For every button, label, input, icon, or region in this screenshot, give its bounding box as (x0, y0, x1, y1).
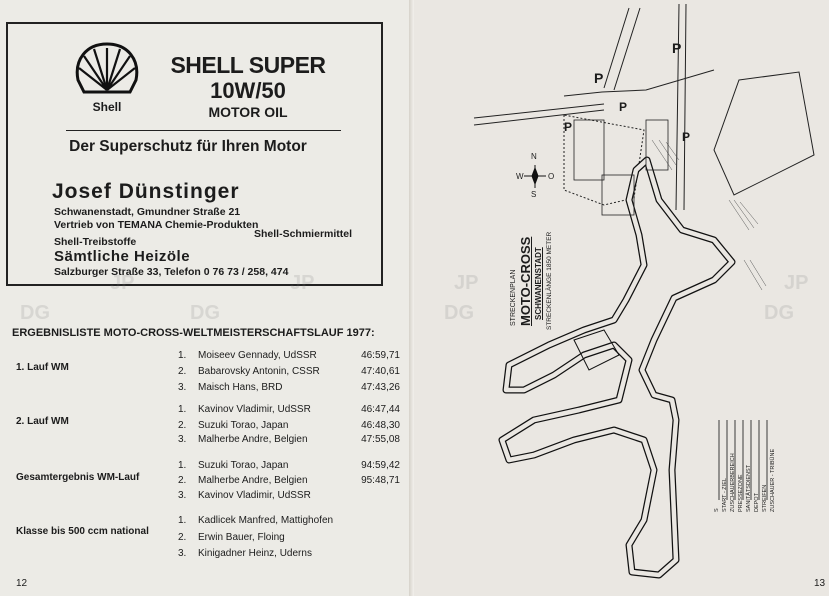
compass-w: W (516, 172, 524, 181)
time: 47:43,26 (361, 382, 400, 393)
result-row (178, 366, 400, 380)
legend-item: ZUSCHAUER - TRIBÜNE (770, 448, 776, 512)
place: 3. (178, 382, 187, 393)
plan-label: STRECKENPLAN (510, 269, 517, 326)
legend-item: START - ZIEL (722, 478, 728, 512)
left-page (0, 0, 414, 596)
rider: Kadlicek Manfred, Mattighofen (198, 515, 334, 526)
watermark: DG (444, 302, 474, 324)
place: 2. (178, 532, 187, 543)
product-line-2: 10W/50 (210, 78, 286, 103)
dealer-address-1: Schwanenstadt, Gmundner Straße 21 (54, 206, 241, 218)
ad-slogan: Der Superschutz für Ihren Motor (69, 138, 307, 155)
compass-o: O (548, 172, 555, 181)
dealer-address-2: Vertrieb von TEMANA Chemie-Produkten (54, 219, 259, 231)
product-line-1: SHELL SUPER (170, 52, 326, 78)
place: 2. (178, 420, 187, 431)
rider: Malherbe Andre, Belgien (198, 434, 308, 445)
race-track (502, 160, 732, 575)
legend-item: S (714, 508, 720, 512)
result-row (178, 515, 400, 529)
results-title: ERGEBNISLISTE MOTO-CROSS-WELTMEISTERSCHAFTSLAUF 1977: (12, 327, 375, 339)
parking-marker: P (682, 130, 691, 144)
compass-n: N (531, 152, 537, 161)
time: 46:59,71 (361, 350, 400, 361)
legend-item: DEPOT (754, 493, 760, 512)
result-row (178, 490, 400, 504)
result-row (178, 475, 400, 489)
rider: Babarovsky Antonin, CSSR (198, 366, 320, 377)
dealer-heating-oil: Sämtliche Heizöle (54, 248, 191, 265)
compass-s: S (531, 190, 537, 199)
watermark: DG (764, 302, 794, 324)
place: 3. (178, 434, 187, 445)
group-label: 1. Lauf WM (16, 362, 69, 373)
parking-marker: P (564, 120, 573, 134)
page-number-right: 13 (814, 578, 826, 589)
watermark: JP (454, 272, 479, 294)
rider: Kavinov Vladimir, UdSSR (198, 490, 311, 501)
watermark: JP (784, 272, 809, 294)
group-label: Klasse bis 500 ccm national (16, 526, 149, 537)
shell-advertisement (6, 22, 383, 286)
result-row (178, 548, 400, 562)
rider: Kinigadner Heinz, Uderns (198, 548, 312, 559)
dealer-address-3: Salzburger Straße 33, Telefon 0 76 73 / 258, 474 (54, 266, 289, 278)
dealer-name: Josef Dünstinger (52, 180, 240, 203)
result-row (178, 460, 400, 474)
result-row (178, 532, 400, 546)
parking-marker: P (594, 70, 604, 86)
time: 46:47,44 (361, 404, 400, 415)
compass-icon (524, 165, 546, 188)
result-row (178, 434, 400, 448)
place: 3. (178, 490, 187, 501)
watermark: DG (190, 302, 220, 324)
watermark: DG (20, 302, 50, 324)
ad-divider (66, 130, 341, 131)
right-page (414, 0, 829, 596)
time: 47:55,08 (361, 434, 400, 445)
place: 3. (178, 548, 187, 559)
place: 2. (178, 475, 187, 486)
group-label: Gesamtergebnis WM-Lauf (16, 472, 140, 483)
map-place: SCHWANENSTADT (534, 247, 543, 320)
place: 1. (178, 460, 187, 471)
shell-logo-icon (70, 40, 144, 98)
rider: Suzuki Torao, Japan (198, 460, 289, 471)
time: 95:48,71 (361, 475, 400, 486)
place: 2. (178, 366, 187, 377)
dealer-fuel: Shell-Treibstoffe (54, 236, 137, 248)
result-row (178, 420, 400, 434)
map-title: MOTO-CROSS (518, 236, 533, 326)
paddock-areas (574, 120, 668, 215)
parking-marker: P (672, 40, 682, 56)
place: 1. (178, 404, 187, 415)
legend-item: ZUSCHAUERBEREICH (730, 453, 736, 512)
parking-marker: P (619, 100, 628, 114)
road-lines (474, 4, 814, 210)
result-row (178, 350, 400, 364)
legend-item: PRESSEZONE (738, 474, 744, 512)
rider: Suzuki Torao, Japan (198, 420, 289, 431)
product-line-3: MOTOR OIL (208, 104, 288, 120)
shell-logo-text: Shell (92, 100, 122, 114)
time: 46:48,30 (361, 420, 400, 431)
rider: Kavinov Vladimir, UdSSR (198, 404, 311, 415)
result-row (178, 404, 400, 418)
rider: Maisch Hans, BRD (198, 382, 283, 393)
page-number-left: 12 (16, 578, 28, 589)
rider: Erwin Bauer, Floing (198, 532, 285, 543)
place: 1. (178, 515, 187, 526)
group-label: 2. Lauf WM (16, 416, 69, 427)
rider: Malherbe Andre, Belgien (198, 475, 308, 486)
track-length: STRECKENLÄNGE 1850 METER (546, 231, 553, 330)
watermark: JP (110, 272, 135, 294)
watermark: JP (290, 272, 315, 294)
result-row (178, 382, 400, 396)
rider: Moiseev Gennady, UdSSR (198, 350, 317, 361)
dealer-lubricant: Shell-Schmiermittel (254, 228, 353, 240)
legend-item: STREIFEN (762, 484, 768, 512)
place: 1. (178, 350, 187, 361)
time: 94:59,42 (361, 460, 400, 471)
time: 47:40,61 (361, 366, 400, 377)
legend-item: SANITÄTSDIENST (746, 464, 752, 512)
